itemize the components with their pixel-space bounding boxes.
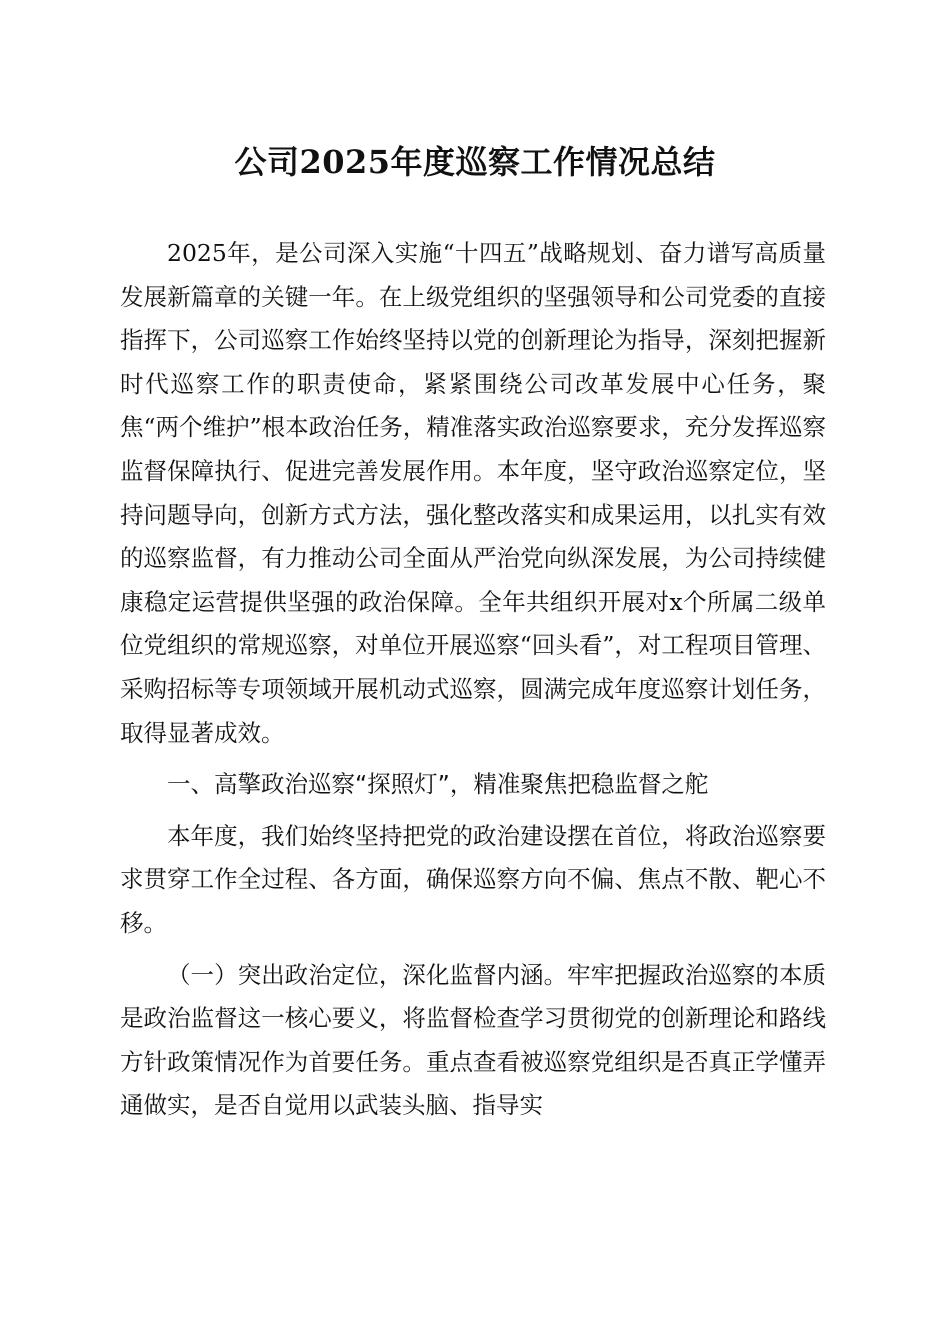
document-title: 公司2025年度巡察工作情况总结	[234, 143, 716, 181]
document-body	[120, 232, 826, 1136]
section-heading-1: 一、高擎政治巡察“探照灯”，精准聚焦把稳监督之舵	[167, 770, 709, 799]
intro-paragraph: 2025年，是公司深入实施“十四五”战略规划、奋力谱写高质量发展新篇章的关键一年。在上级党组织的坚强领导和公司党委的直接指挥下，公司巡察工作始终坚持以党的创新理论为指导，深刻把握新时代巡察工作的职责使命，紧紧围绕公司改革发展中心任务，聚焦“两个维护”根本政治任务，精准落实政治巡察要求，充分发挥巡察监督保障执行、促进完善发展作用。本年度，坚守政治巡察定位，坚持问题导向，创新方式方法，强化整改落实和成果运用，以扎实有效的巡察监督，有力推动公司全面从严治党向纵深发展，为公司持续健康稳定运营提供坚强的政治保障。全年共组织开展对x个所属二级单位党组织的常规巡察，对单位开展巡察“回头看”，对工程项目管理、采购招标等专项领域开展机动式巡察，圆满完成年度巡察计划任务，取得显著成效。	[120, 239, 826, 747]
section1-intro-paragraph: 本年度，我们始终坚持把党的政治建设摆在首位，将政治巡察要求贯穿工作全过程、各方面，确保巡察方向不偏、焦点不散、靶心不移。	[120, 821, 826, 937]
subsection-1-paragraph: （一）突出政治定位，深化监督内涵。牢牢把握政治巡察的本质是政治监督这一核心要义，将监督检查学习贯彻党的创新理论和路线方针政策情况作为首要任务。重点查看被巡察党组织是否真正学懂弄通做实，是否自觉用以武装头脑、指导实	[120, 960, 826, 1120]
